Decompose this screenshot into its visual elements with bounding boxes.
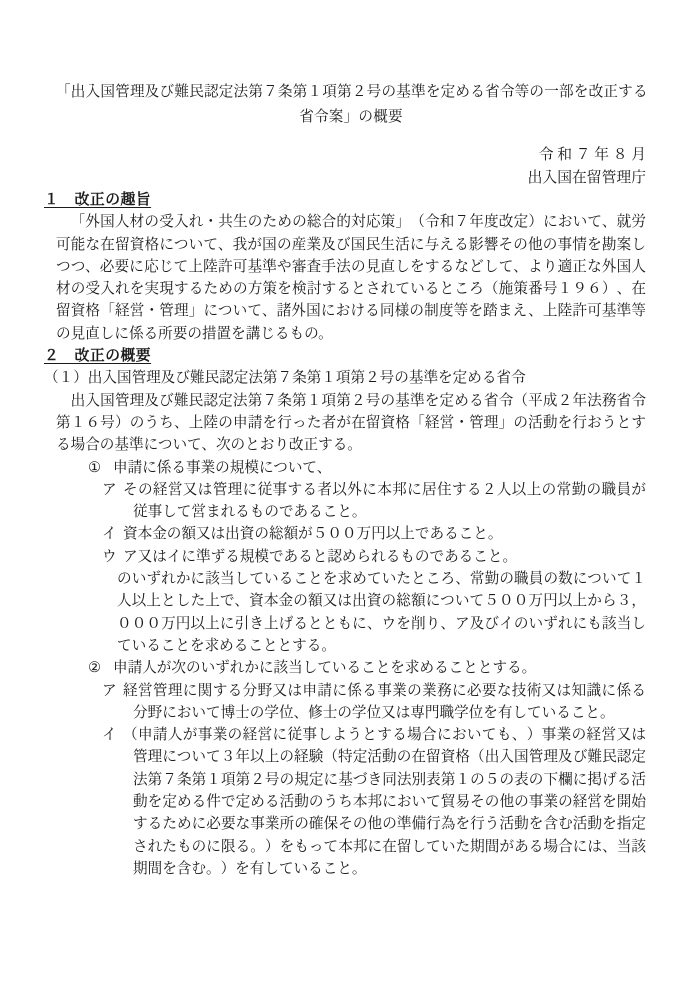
item-2-sub-i-marker: イ (102, 727, 117, 744)
date-agency-block (56, 144, 646, 189)
item-1-sub-a-marker: ア (102, 481, 117, 498)
subsection-1-paragraph: 出入国管理及び難民認定法第７条第１項第２号の基準を定める省令（平成２年法務省令第１６号）のうち、上陸の申請を行った者が在留資格「経営・管理」の活動を行おうとする場合の基準について、次のとおり改正する。 (56, 392, 646, 454)
document-body (44, 189, 646, 880)
numbered-item-2 (88, 657, 646, 679)
item-1-sub-u (102, 546, 646, 568)
item-1-continuation: のいずれかに該当していることを求めていたところ、常勤の職員の数について１人以上とした上で、資本金の額又は出資の総額について５００万円以上から３，０００万円以上に引き上げるとともに、ウを削り、ア及びイのいずれにも該当していることを求めることとする。 (117, 571, 646, 654)
item-2-sub-a (102, 680, 646, 725)
item-2-marker: ② (88, 660, 102, 677)
title-line-2: 省令案」の概要 (299, 109, 403, 125)
section-1-heading: １ 改正の趣旨 (44, 192, 152, 208)
item-2-sub-i (102, 724, 646, 880)
issuing-agency: 出入国在留管理庁 (527, 169, 646, 186)
section-2-heading: ２ 改正の概要 (44, 348, 152, 365)
item-1-sub-u-text: ア又はイに準ずる規模であると認められるものであること。 (123, 548, 518, 565)
item-1-sub-i (102, 523, 646, 545)
item-1-sub-u-marker: ウ (102, 548, 117, 565)
item-2-sub-i-text: （申請人が事業の経営に従事しようとする場合においても、）事業の経営又は管理について３年以上の経験（特定活動の在留資格（出入国管理及び難民認定法第７条第１項第２号の規定に基づき同法別表第１の５の表の下欄に掲げる活動を定める件で定める活動のうち本邦において貿易その他の事業の経営を開始するために必要な事業所の確保その他の準備行為を行う活動を含む活動を指定されたものに限る。）をもって本邦に在留していた期間がある場合には、当該期間を含む。）を有していること。 (123, 727, 646, 877)
numbered-item-1 (88, 457, 646, 479)
document-date: 令 和 ７ 年 ８ 月 (538, 147, 646, 163)
item-2-sub-a-text: 経営管理に関する分野又は申請に係る事業の業務に必要な技術又は知識に係る分野において博士の学位、修士の学位又は専門職学位を有していること。 (123, 682, 646, 721)
item-1-sub-a (102, 479, 646, 524)
item-1-sub-i-text: 資本金の額又は出資の総額が５００万円以上であること。 (123, 526, 503, 543)
item-2-sub-a-marker: ア (102, 682, 117, 699)
item-1-text: 申請に係る事業の規模について、 (113, 459, 332, 476)
item-1-marker: ① (88, 459, 102, 476)
document-title (56, 80, 646, 130)
item-1-sub-a-text: その経営又は管理に従事する者以外に本邦に居住する２人以上の常勤の職員が従事して営まれるものであること。 (123, 481, 646, 521)
item-2-text: 申請人が次のいずれかに該当していることを求めることとする。 (113, 660, 537, 677)
title-line-1: 「出入国管理及び難民認定法第７条第１項第２号の基準を定める省令等の一部を改正する (56, 84, 648, 100)
subsection-1-heading: （１）出入国管理及び難民認定法第７条第１項第２号の基準を定める省令 (44, 370, 526, 387)
section-1-paragraph: 「外国人材の受入れ・共生のための総合的対応策」（令和７年度改定）において、就労可能な在留資格について、我が国の産業及び国民生活に与える影響その他の事情を勘案しつつ、必要に応じて上陸許可基準や審査手法の見直しをするなどして、より適正な外国人材の受入れを実現するための方策を検討するとされているところ（施策番号１９６）、在留資格「経営・管理」について、諸外国における同様の制度等を踏まえ、上陸許可基準等の見直しに係る所要の措置を講じるもの。 (56, 214, 646, 342)
item-1-sub-i-marker: イ (102, 526, 117, 543)
